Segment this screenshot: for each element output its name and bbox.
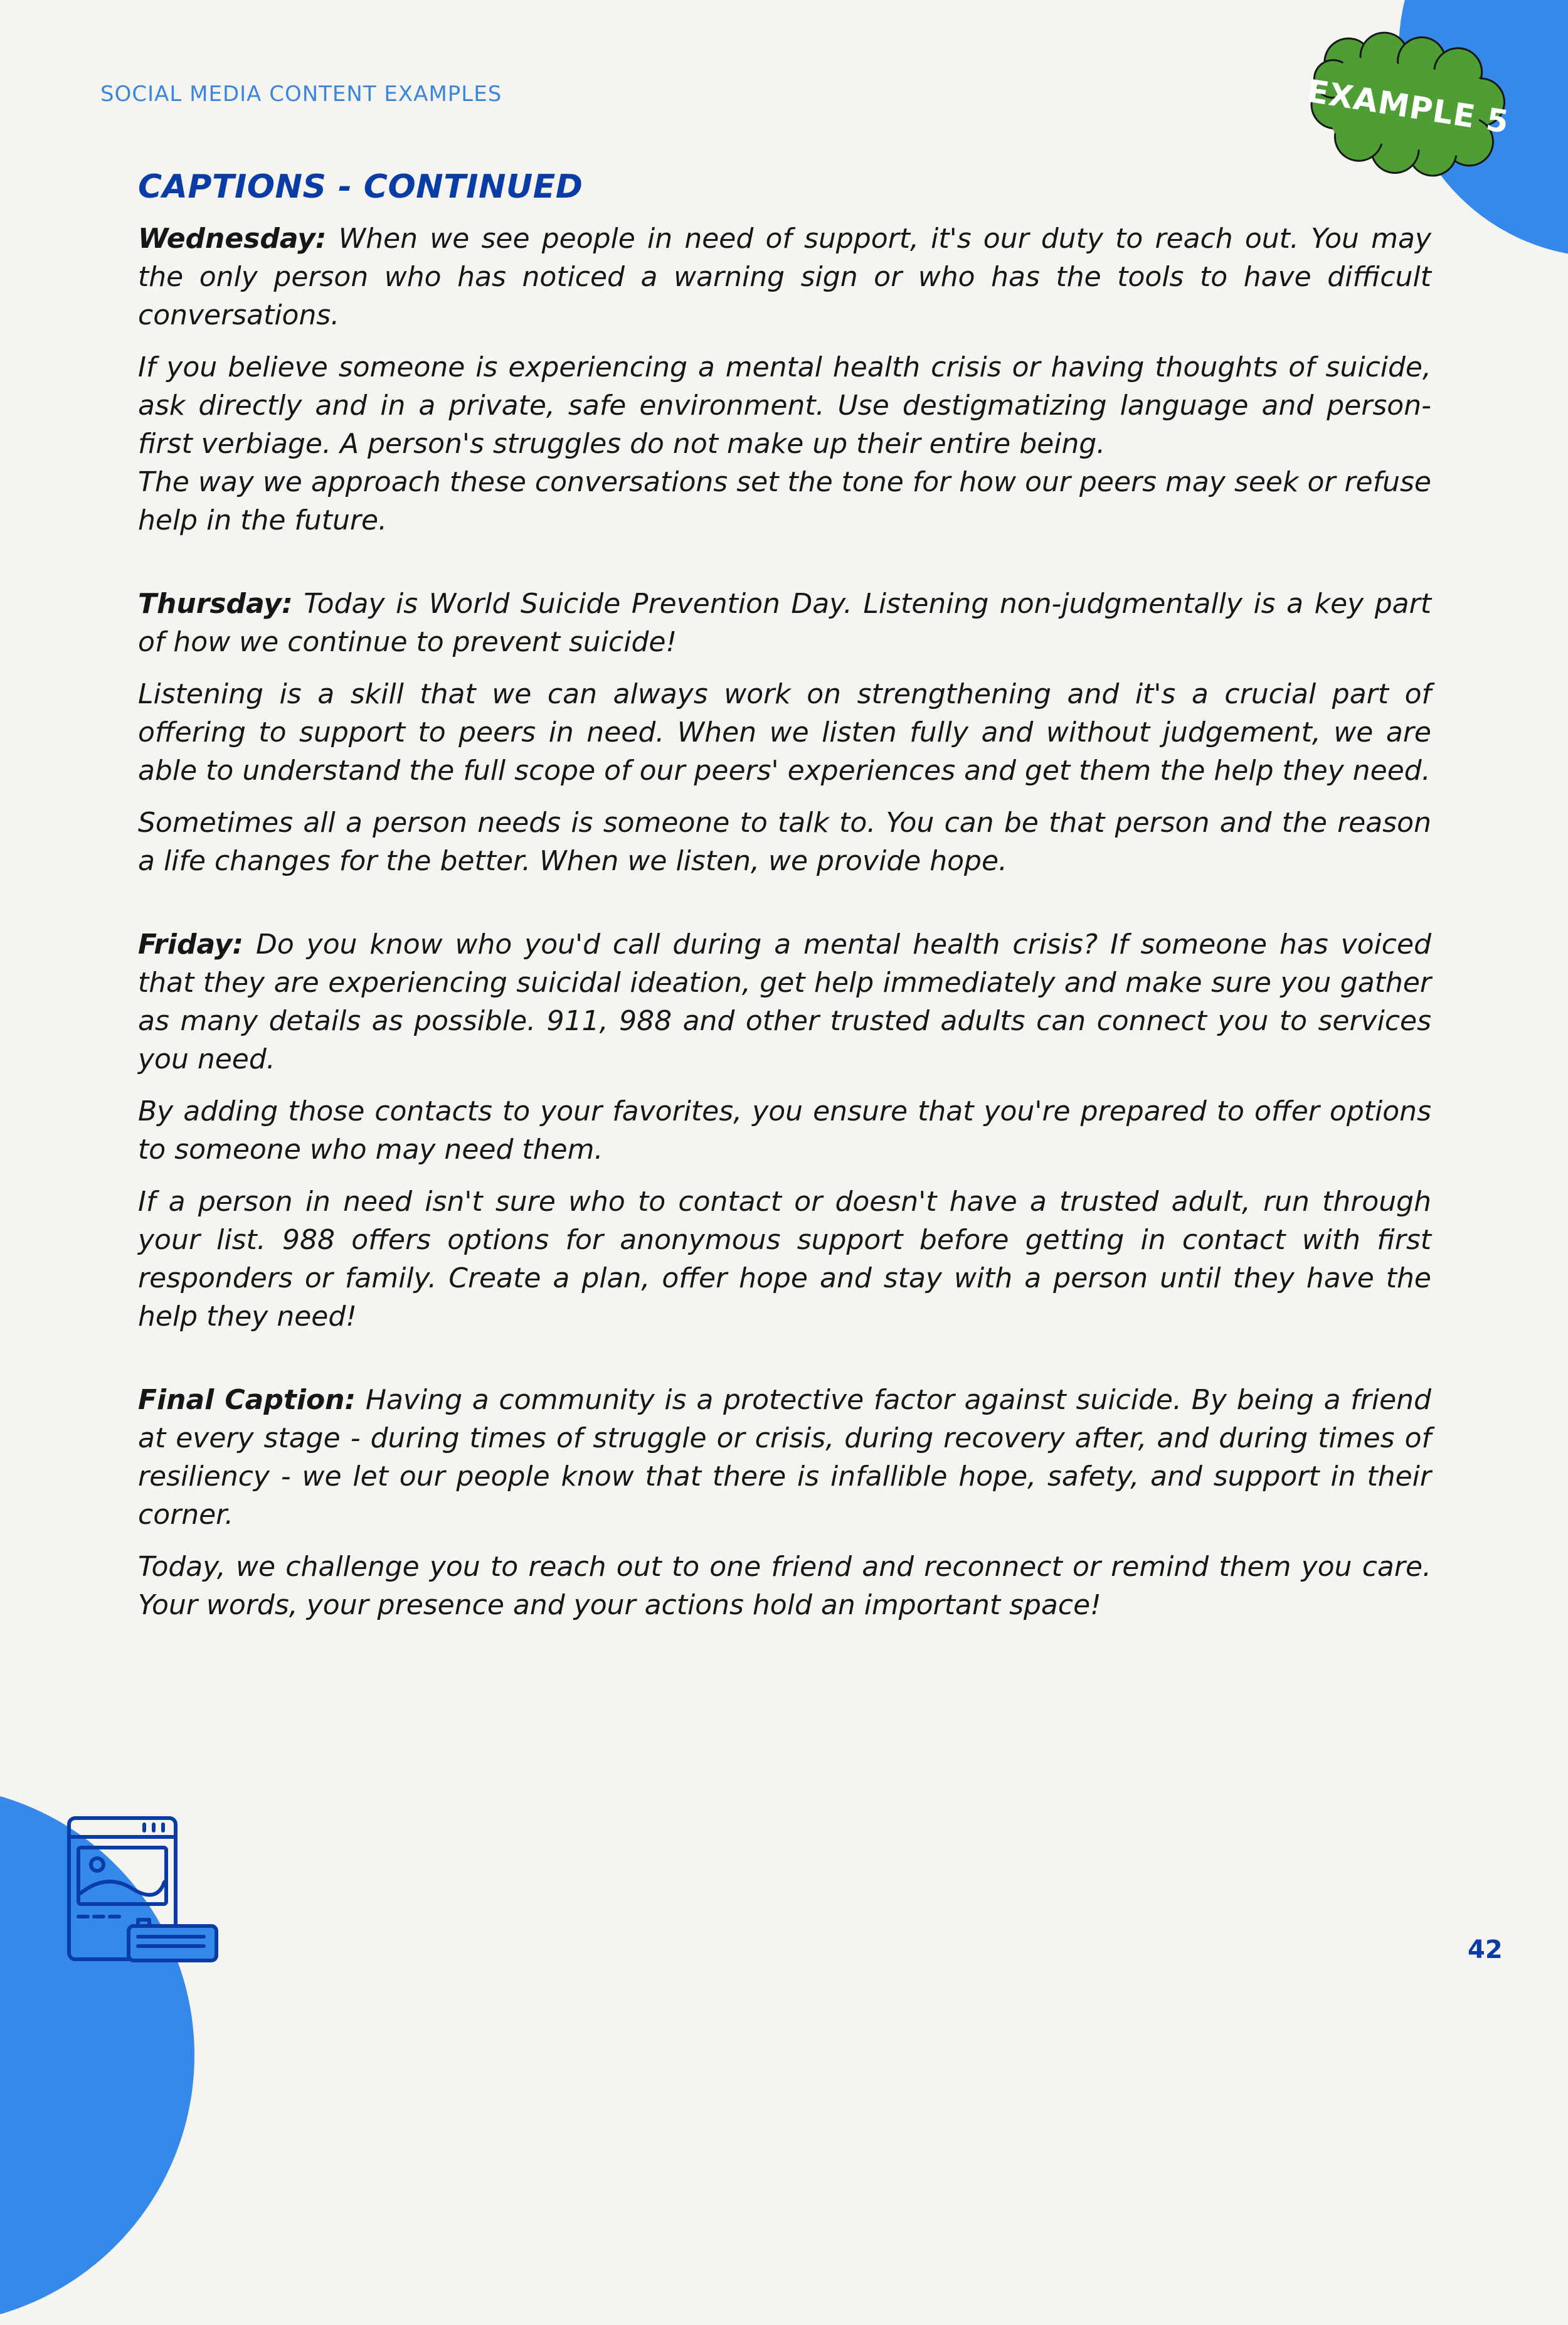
page-header: SOCIAL MEDIA CONTENT EXAMPLES bbox=[100, 82, 502, 107]
friday-paragraph-2 bbox=[138, 1092, 1431, 1169]
spacer bbox=[138, 553, 1431, 585]
thursday-text-2: Listening is a skill that we can always work on strengthening and it's a crucial part of offering to support to peers in need. When we listen fully and without judgement, we are able to understand the full scope of our peers' experiences and get them the help they need. bbox=[138, 678, 1431, 787]
thursday-paragraph-1 bbox=[138, 585, 1431, 661]
friday-text-1: Do you know who you'd call during a mental health crisis? If someone has voiced that they are experiencing suicidal ideation, get help immediately and make sure you gather as many details as possible. 911, 988 and other trusted adults can connect you to services you need. bbox=[138, 928, 1431, 1075]
badge-label: EXAMPLE 5 bbox=[1304, 72, 1512, 141]
thursday-text-1: Today is World Suicide Prevention Day. Listening non-judgmentally is a key part of how we continue to prevent suicide! bbox=[138, 588, 1431, 658]
thursday-label: Thursday: bbox=[138, 588, 293, 620]
thursday-paragraph-2 bbox=[138, 675, 1431, 790]
final-caption-text-1: Having a community is a protective factor against suicide. By being a friend at every stage - during times of struggle or crisis, during recovery after, and during times of resiliency - we let our people know that there is infallible hope, safety, and support in their corner. bbox=[138, 1384, 1432, 1531]
friday-label: Friday: bbox=[138, 928, 244, 960]
spacer bbox=[138, 894, 1431, 925]
section-title: CAPTIONS - CONTINUED bbox=[138, 168, 583, 206]
friday-paragraph-1 bbox=[138, 925, 1431, 1078]
final-caption-paragraph-2 bbox=[138, 1548, 1431, 1624]
thursday-text-3: Sometimes all a person needs is someone to talk to. You can be that person and the reason a life changes for the better. When we listen, we provide hope. bbox=[138, 807, 1431, 877]
final-caption-paragraph-1 bbox=[138, 1381, 1431, 1534]
friday-text-2: By adding those contacts to your favorites, you ensure that you're prepared to offer options to someone who may need them. bbox=[138, 1095, 1431, 1166]
friday-paragraph-3 bbox=[138, 1183, 1431, 1336]
wednesday-text-1: When we see people in need of support, it's our duty to reach out. You may the only person who has noticed a warning sign or who has the tools to have difficult conversations. bbox=[138, 223, 1431, 331]
thursday-paragraph-3 bbox=[138, 804, 1431, 880]
page-number: 42 bbox=[1468, 1935, 1503, 1964]
main-content bbox=[138, 168, 1431, 1638]
wednesday-text-3: The way we approach these conversations set the tone for how our peers may seek or refuse help in the future. bbox=[138, 466, 1431, 536]
example-badge bbox=[1305, 28, 1512, 185]
final-caption-label: Final Caption: bbox=[138, 1384, 356, 1416]
spacer bbox=[138, 1349, 1431, 1381]
wednesday-text-2: If you believe someone is experiencing a mental health crisis or having thoughts of suicide, ask directly and in a private, safe environment. Use destigmatizing language and person-first verbiage. A person's struggles do not make up their entire being. bbox=[138, 351, 1431, 460]
wednesday-paragraph-1 bbox=[138, 220, 1431, 334]
wednesday-paragraph-2 bbox=[138, 348, 1431, 463]
social-media-post-icon bbox=[63, 1813, 226, 1964]
final-caption-text-2: Today, we challenge you to reach out to one friend and reconnect or remind them you care. Your words, your presence and your actions hold an important space! bbox=[138, 1551, 1431, 1621]
wednesday-label: Wednesday: bbox=[138, 223, 327, 255]
friday-text-3: If a person in need isn't sure who to contact or doesn't have a trusted adult, run through your list. 988 offers options for anonymous support before getting in contact with first responders or family. Create a plan, offer hope and stay with a person until they have the help they need! bbox=[138, 1186, 1431, 1333]
wednesday-paragraph-3 bbox=[138, 463, 1431, 540]
